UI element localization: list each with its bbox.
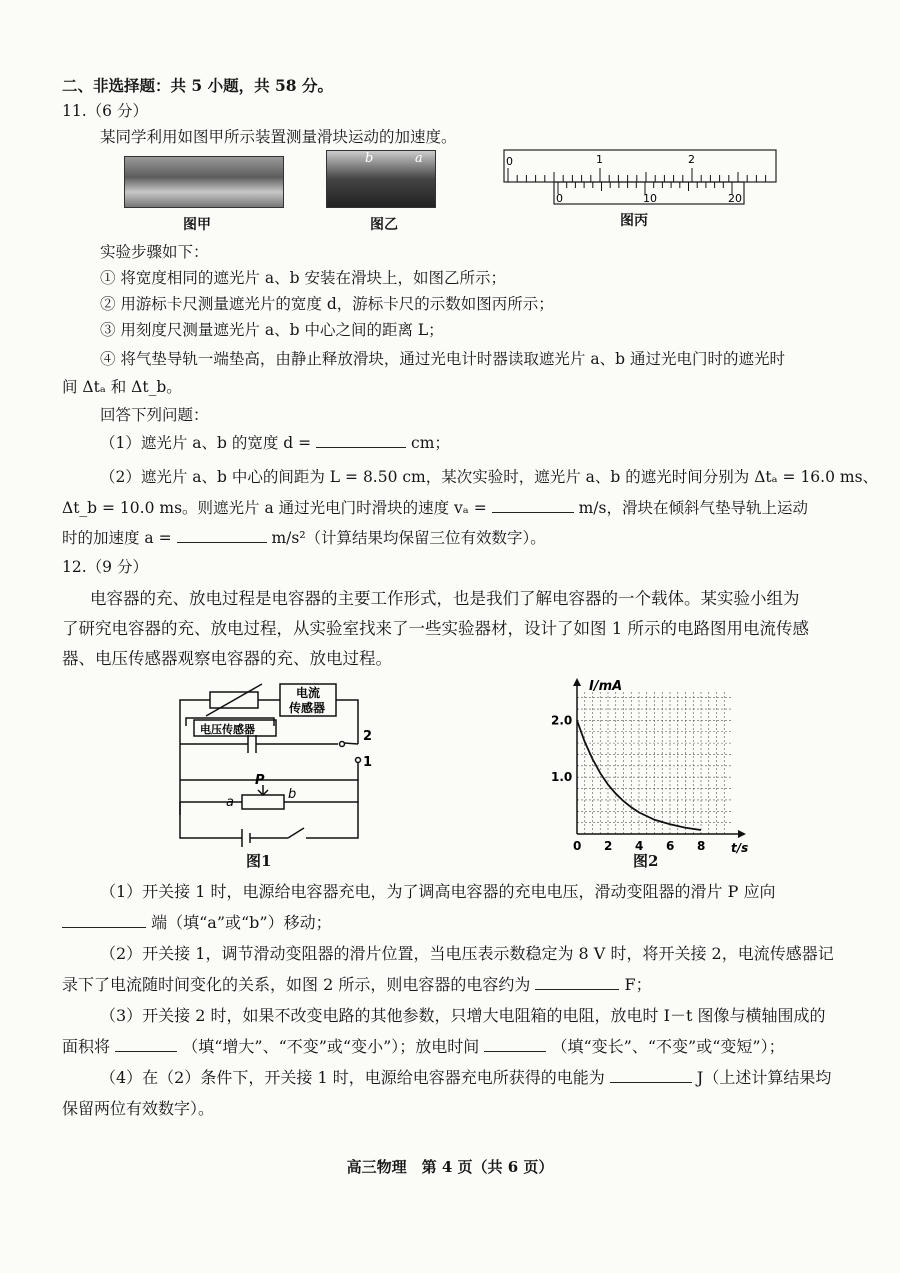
chart-ytick-label: 1.0	[551, 770, 573, 785]
chart-y-arrow	[573, 678, 581, 686]
q11-part1	[100, 432, 450, 454]
q12-part1-line2-text: 端（填“a”或“b”）移动；	[151, 913, 332, 932]
circuit-label-a: a	[226, 795, 234, 810]
main-tick-2: 2	[688, 153, 695, 166]
chart-ytick-label: 2.0	[551, 713, 573, 728]
switch-label-1: 1	[363, 755, 373, 770]
chart-xlabel: t/s	[731, 841, 749, 855]
chart-x-arrow	[738, 830, 746, 838]
q12-intro-1: 电容器的充、放电过程是电容器的主要工作形式，也是我们了解电容器的一个载体。某实验小组为	[90, 589, 800, 608]
step-2: ② 用游标卡尺测量遮光片的宽度 d，游标卡尺的示数如图丙所示；	[100, 295, 554, 313]
chart-xtick-label: 6	[666, 839, 675, 853]
vernier-tick-10: 10	[643, 192, 657, 205]
q12-part4-line1-post: J（上述计算结果均	[696, 1068, 832, 1087]
q12-part2-line1: （2）开关接 1，调节滑动变阻器的滑片位置，当电压表示数稳定为 8 V 时，将开关接 2，电流传感器记	[100, 944, 834, 963]
caption-yi: 图乙	[370, 217, 398, 233]
q12-part2-line2-text: 录下了电流随时间变化的关系，如图 2 所示，则电容器的电容约为	[62, 975, 531, 994]
q11-part2-line3-post: m/s²（计算结果均保留三位有效数字）。	[271, 529, 546, 547]
answer-title: 回答下列问题：	[100, 406, 209, 424]
chart-axes	[573, 678, 746, 838]
q12-part2-line2	[62, 974, 652, 996]
current-sensor-label-1: 电流	[296, 686, 321, 700]
vernier-tick-20: 20	[728, 192, 742, 205]
q12-time-blank[interactable]	[484, 1037, 546, 1052]
q12-area-blank[interactable]	[115, 1037, 177, 1052]
q11-velocity-blank[interactable]	[492, 498, 574, 513]
caption-fig1: 图1	[246, 852, 272, 870]
q11-part2-line2-text: Δt_b = 10.0 ms。则遮光片 a 通过光电门时滑块的速度 vₐ =	[62, 499, 487, 517]
circuit-diagram	[170, 680, 390, 870]
q11-part2-line3-text: 时的加速度 a =	[62, 529, 172, 547]
q11-part1-blank[interactable]	[316, 433, 406, 448]
q12-part1-blank[interactable]	[62, 913, 146, 928]
q12-part2-line2-post: F；	[624, 975, 652, 994]
q12-intro-2: 了研究电容器的充、放电过程，从实验室找来了一些实验器材，设计了如图 1 所示的电路图用电流传感	[62, 619, 809, 638]
caption-fig2: 图2	[633, 852, 659, 870]
step-4-line1: ④ 将气垫导轨一端垫高，由静止释放滑块，通过光电计时器读取遮光片 a、b 通过光电门时的遮光时	[100, 350, 785, 368]
current-time-chart	[545, 676, 749, 856]
q11-part2-line2-post: m/s，滑块在倾斜气垫导轨上运动	[578, 499, 808, 517]
circuit-label-p: P	[255, 773, 265, 788]
caption-jia: 图甲	[183, 217, 211, 233]
q11-part2-line3	[62, 527, 546, 549]
chart-xtick-label: 8	[697, 839, 706, 853]
photo-yi-label-b: b	[365, 151, 374, 166]
q11-part1-text: （1）遮光片 a、b 的宽度 d =	[100, 434, 312, 452]
photo-jia	[124, 156, 284, 208]
main-tick-1: 1	[596, 153, 603, 166]
q11-number: 11.（6 分）	[62, 102, 148, 120]
step-1: ① 将宽度相同的遮光片 a、b 安装在滑块上，如图乙所示；	[100, 269, 506, 287]
step-3: ③ 用刻度尺测量遮光片 a、b 中心之间的距离 L；	[100, 321, 444, 339]
q12-part3-line2	[62, 1036, 785, 1058]
q12-part3-line2-mid: （填“增大”、“不变”或“变小”）；放电时间	[182, 1037, 480, 1056]
page-footer: 高三物理 第 4 页（共 6 页）	[346, 1158, 554, 1176]
chart-ylabel: I/mA	[589, 679, 623, 694]
caption-bing: 图丙	[620, 213, 648, 229]
photo-yi-label-a: a	[415, 151, 423, 166]
q11-acceleration-blank[interactable]	[177, 528, 267, 543]
chart-grid	[577, 692, 732, 834]
vernier-tick-0: 0	[556, 192, 563, 205]
q12-intro-3: 器、电压传感器观察电容器的充、放电过程。	[62, 649, 392, 668]
chart-xtick-label: 0	[573, 839, 582, 853]
q11-part1-unit: cm；	[411, 434, 450, 452]
switch-label-2: 2	[363, 729, 373, 744]
q11-part2-line2	[62, 497, 808, 519]
chart-xtick-label: 2	[604, 839, 613, 853]
current-sensor-label-2: 传感器	[289, 701, 326, 715]
q12-capacitance-blank[interactable]	[535, 975, 619, 990]
voltage-sensor-label: 电压传感器	[200, 723, 255, 736]
q12-part4-line1-text: （4）在（2）条件下，开关接 1 时，电源给电容器充电所获得的电能为	[100, 1068, 605, 1087]
chart-xtick-label: 4	[635, 839, 644, 853]
q12-part4-line2: 保留两位有效数字）。	[62, 1099, 215, 1118]
circuit-label-b: b	[288, 787, 297, 802]
q12-number: 12.（9 分）	[62, 558, 148, 576]
step-4-line2: 间 Δtₐ 和 Δt_b。	[62, 378, 182, 396]
q12-part3-line2-post: （填“变长”、“不变”或“变短”）；	[551, 1037, 785, 1056]
q12-part3-line1: （3）开关接 2 时，如果不改变电路的其他参数，只增大电阻箱的电阻，放电时 I－t 图像与横轴围成的	[100, 1006, 826, 1025]
main-tick-0: 0	[506, 155, 513, 168]
q11-intro: 某同学利用如图甲所示装置测量滑块运动的加速度。	[100, 128, 457, 146]
q11-part2-line1: （2）遮光片 a、b 中心的间距为 L = 8.50 cm，某次实验时，遮光片 a、b 的遮光时间分别为 Δtₐ = 16.0 ms、	[100, 468, 879, 486]
q12-part3-line2-text: 面积将	[62, 1037, 111, 1056]
main-scale	[508, 168, 766, 182]
section-title: 二、非选择题：共 5 小题，共 58 分。	[62, 76, 333, 95]
q12-part1-line2	[62, 912, 332, 934]
vernier-caliper-diagram	[500, 148, 780, 208]
q12-energy-blank[interactable]	[610, 1068, 692, 1083]
q12-part1-line1: （1）开关接 1 时，电源给电容器充电，为了调高电容器的充电电压，滑动变阻器的滑片 P 应向	[100, 882, 776, 901]
steps-title: 实验步骤如下：	[100, 243, 209, 261]
chart-tick-labels	[551, 713, 705, 853]
q12-part4-line1	[100, 1067, 831, 1089]
